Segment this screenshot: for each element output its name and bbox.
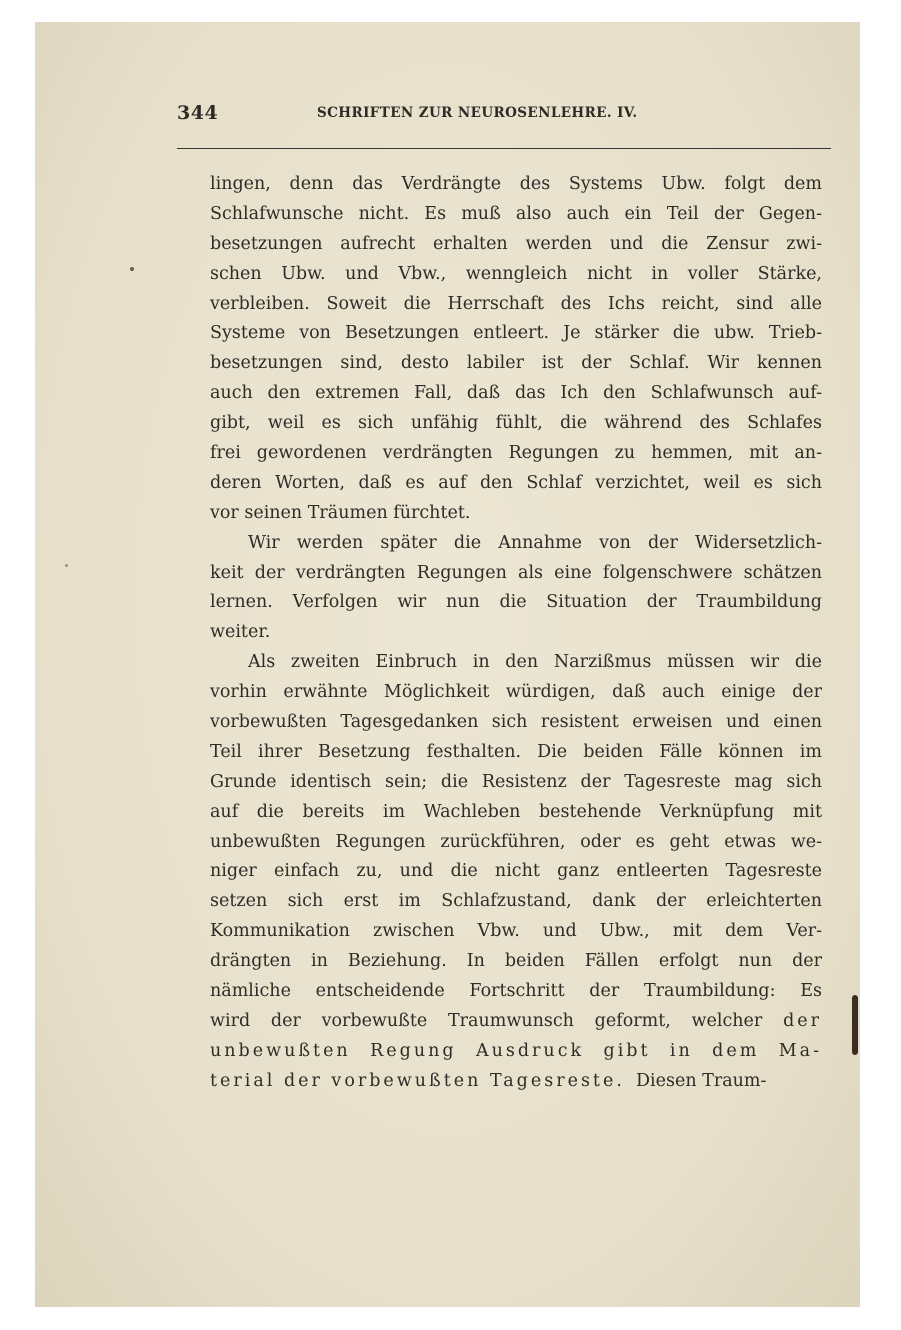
running-title: SCHRIFTEN ZUR NEUROSENLEHRE. IV.: [317, 105, 638, 121]
text-line: drängten in Beziehung. In beiden Fällen erfolgt nun der: [210, 951, 822, 972]
page-header: [177, 102, 831, 126]
page-number: 344: [177, 102, 219, 124]
text-line: deren Worten, daß es auf den Schlaf verzichtet, weil es sich: [210, 472, 822, 493]
text-line: unbewußten Regungen zurückführen, oder es geht etwas we-: [210, 831, 822, 852]
text-line: Grunde identisch sein; die Resistenz der Tagesreste mag sich: [210, 771, 822, 792]
text-line: vor seinen Träumen fürchtet.: [210, 502, 471, 523]
text-line: vorbewußten Tagesgedanken sich resistent erweisen und einen: [210, 712, 822, 733]
text-line: lingen, denn das Verdrängte des Systems Ubw. folgt dem: [210, 174, 822, 194]
text-line: keit der verdrängten Regungen als eine folgenschwere schätzen: [210, 562, 822, 583]
paper-speck: [65, 564, 68, 567]
page-edge-stain: [852, 995, 858, 1055]
text-line: Teil ihrer Besetzung festhalten. Die beiden Fälle können im: [210, 741, 822, 762]
text-line: Als zweiten Einbruch in den Narzißmus müssen wir die: [248, 652, 822, 673]
book-page: [35, 22, 860, 1307]
text-line: vorhin erwähnte Möglichkeit würdigen, daß auch einige der: [210, 682, 822, 703]
text-line: schen Ubw. und Vbw., wenngleich nicht in voller Stärke,: [210, 263, 822, 284]
text-line: Wir werden später die Annahme von der Widersetzlich-: [248, 532, 822, 553]
text-segment: wird der vorbewußte Traumwunsch geformt, welcher: [210, 1010, 763, 1031]
text-line: Kommunikation zwischen Vbw. und Ubw., mit dem Ver-: [210, 921, 822, 942]
text-line: Schlafwunsche nicht. Es muß also auch ein Teil der Gegen-: [210, 203, 822, 224]
text-line: besetzungen sind, desto labiler ist der Schlaf. Wir kennen: [210, 353, 822, 374]
text-line: besetzungen aufrecht erhalten werden und die Zensur zwi-: [210, 233, 822, 254]
text-line: lernen. Verfolgen wir nun die Situation der Traumbildung: [210, 592, 822, 613]
text-line: gibt, weil es sich unfähig fühlt, die während des Schlafes: [210, 413, 822, 434]
text-line: [210, 1067, 822, 1097]
text-line: weiter.: [210, 622, 271, 643]
text-line: frei gewordenen verdrängten Regungen zu hemmen, mit an-: [210, 443, 822, 464]
header-rule: [177, 148, 831, 149]
text-segment: Diesen Traum-: [636, 1070, 767, 1091]
text-line: auch den extremen Fall, daß das Ich den Schlafwunsch auf-: [210, 383, 822, 404]
emphasized-text: terial der vorbewußten Tagesreste.: [210, 1070, 625, 1091]
text-line: auf die bereits im Wachleben bestehende Verknüpfung mit: [210, 801, 822, 822]
text-line: [210, 1007, 822, 1037]
text-line: nämliche entscheidende Fortschritt der Traumbildung: Es: [210, 981, 822, 1002]
text-line: verbleiben. Soweit die Herrschaft des Ichs reicht, sind alle: [210, 293, 822, 314]
body-text: [210, 170, 822, 1097]
paper-speck: [130, 267, 134, 271]
emphasized-text: der: [783, 1010, 822, 1031]
emphasized-line: unbewußten Regung Ausdruck gibt in dem Ma-: [210, 1040, 822, 1061]
text-line: setzen sich erst im Schlafzustand, dank der erleichterten: [210, 891, 822, 912]
text-line: Systeme von Besetzungen entleert. Je stärker die ubw. Trieb-: [210, 323, 822, 344]
text-line: niger einfach zu, und die nicht ganz entleerten Tagesreste: [210, 861, 822, 882]
